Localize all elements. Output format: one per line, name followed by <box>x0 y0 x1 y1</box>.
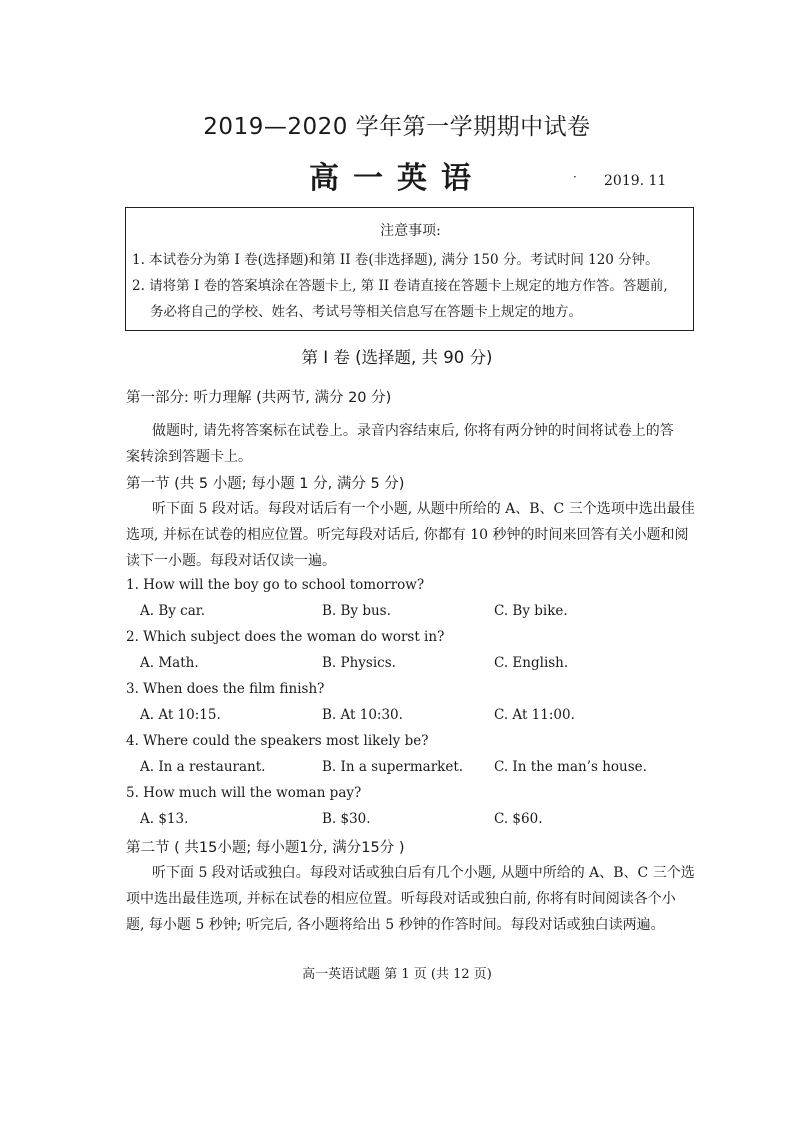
question-4-option-a: A. In a restaurant. <box>140 759 266 775</box>
notice-title: 注意事项: <box>380 223 441 239</box>
question-4-option-c: C. In the man’s house. <box>494 759 647 775</box>
question-2-option-a: A. Math. <box>140 655 199 671</box>
notice-item-2-cont: 务必将自己的学校、姓名、考试号等相关信息写在答题卡上规定的地方。 <box>150 304 582 320</box>
question-2: 2. Which subject does the woman do worst in? <box>126 629 445 645</box>
intro-line-1: 做题时, 请先将答案标在试卷上。录音内容结束后, 你将有两分钟的时间将试卷上的答 <box>152 423 674 439</box>
section1-instr-3: 读下一小题。每段对话仅读一遍。 <box>126 553 336 569</box>
question-3: 3. When does the film finish? <box>126 681 325 697</box>
section1-instr-1: 听下面 5 段对话。每段对话后有一个小题, 从题中所给的 A、B、C 三个选项中选出最佳 <box>152 501 695 517</box>
question-1: 1. How will the boy go to school tomorrow? <box>126 577 425 593</box>
question-3-option-a: A. At 10:15. <box>140 707 221 723</box>
part-heading: 第 I 卷 (选择题, 共 90 分) <box>301 348 493 367</box>
question-3-option-c: C. At 11:00. <box>494 707 575 723</box>
question-2-option-b: B. Physics. <box>322 655 396 671</box>
question-4: 4. Where could the speakers most likely be? <box>126 733 429 749</box>
exam-date: 2019. 11 <box>604 173 667 189</box>
section1-instr-2: 选项, 并标在试卷的相应位置。听完每段对话后, 你都有 10 秒钟的时间来回答有关小题和阅 <box>126 527 689 543</box>
notice-item-1: 1. 本试卷分为第 I 卷(选择题)和第 II 卷(非选择题), 满分 150 分。考试时间 120 分钟。 <box>132 252 659 268</box>
part1-section-title: 第一部分: 听力理解 (共两节, 满分 20 分) <box>126 390 392 406</box>
question-5-option-a: A. $13. <box>140 811 189 827</box>
question-5-option-c: C. $60. <box>494 811 543 827</box>
section2-instr-3: 题, 每小题 5 秒钟; 听完后, 各小题将给出 5 秒钟的作答时间。每段对话或独白读两遍。 <box>126 917 665 933</box>
question-1-option-c: C. By bike. <box>494 603 568 619</box>
section1-title: 第一节 (共 5 小题; 每小题 1 分, 满分 5 分) <box>126 476 405 492</box>
question-1-option-b: B. By bus. <box>322 603 391 619</box>
page-footer: 高一英语试题 第 1 页 (共 12 页) <box>302 967 492 982</box>
intro-line-2: 案转涂到答题卡上。 <box>126 449 252 465</box>
question-4-option-b: B. In a supermarket. <box>322 759 464 775</box>
question-3-option-b: B. At 10:30. <box>322 707 403 723</box>
section2-instr-2: 项中选出最佳选项, 并标在试卷的相应位置。听每段对话或独白前, 你将有时间阅读各个小 <box>126 891 676 907</box>
subject-title: 高一英语 <box>309 161 485 196</box>
exam-title: 2019—2020 学年第一学期期中试卷 <box>203 114 591 140</box>
question-5: 5. How much will the woman pay? <box>126 785 362 801</box>
notice-box <box>125 207 694 331</box>
question-1-option-a: A. By car. <box>140 603 206 619</box>
notice-item-2: 2. 请将第 I 卷的答案填涂在答题卡上, 第 II 卷请直接在答题卡上规定的地方作答。答题前, <box>132 278 668 294</box>
decorative-dot: · <box>573 170 577 184</box>
question-2-option-c: C. English. <box>494 655 569 671</box>
question-5-option-b: B. $30. <box>322 811 371 827</box>
section2-instr-1: 听下面 5 段对话或独白。每段对话或独白后有几个小题, 从题中所给的 A、B、C 三个选 <box>152 865 695 881</box>
section2-title: 第二节 ( 共15小题; 每小题1分, 满分15分 ) <box>126 840 405 856</box>
